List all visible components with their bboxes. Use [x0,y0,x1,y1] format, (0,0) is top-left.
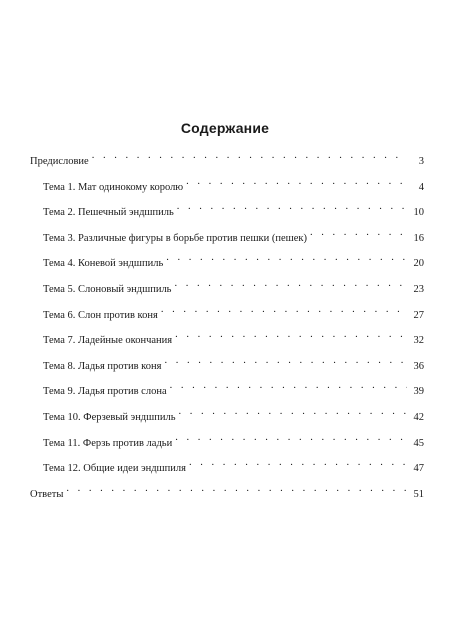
toc-leader-dots [174,276,407,292]
toc-entry-title: Тема 4. Коневой эндшпиль [43,258,164,270]
toc-entry-page: 23 [413,284,424,295]
toc-entry-topic-4 [43,250,424,270]
toc-entry-page: 27 [413,309,424,321]
toc-entry-title: Тема 3. Различные фигуры в борьбе против пешки (пешек) [43,232,307,244]
toc-entry-answers [30,481,424,500]
toc-entry-page: 36 [413,360,424,372]
toc-entry-page: 42 [413,412,424,423]
toc-entry-page: 39 [413,386,424,398]
page-title: Содержание [180,120,270,136]
toc-leader-dots [177,199,407,215]
toc-entry-topic-6 [43,302,424,321]
toc-entry-topic-11 [43,430,424,449]
toc-leader-dots [66,481,407,497]
toc-leader-dots [92,148,407,164]
toc-entry-topic-5 [43,276,424,295]
toc-leader-dots [170,378,407,394]
toc-entry-page: 20 [413,258,424,270]
toc-entry-topic-1 [43,174,424,193]
toc-leader-dots [175,430,407,446]
toc-entry-title: Тема 6. Слон против коня [43,309,158,321]
toc-leader-dots [175,327,407,343]
toc-entry-page: 47 [413,463,424,475]
toc-leader-dots [166,250,407,266]
toc-entry-page: 16 [413,232,424,244]
toc-entry-title: Тема 5. Слоновый эндшпиль [43,284,172,295]
toc-entry-title: Тема 10. Ферзевый эндшпиль [43,412,176,423]
toc-entry-title: Тема 9. Ладья против слона [43,386,167,398]
toc-leader-dots [161,302,407,318]
toc-entry-title: Тема 11. Ферзь против ладьи [43,437,173,449]
toc-entry-title: Тема 12. Общие идеи эндшпиля [43,463,186,475]
toc-entry-topic-12 [43,455,424,475]
toc-entry-topic-10 [43,404,424,423]
toc-entry-topic-9 [43,378,424,398]
toc-entry-topic-3 [43,225,424,244]
toc-entry-title: Ответы [30,488,64,500]
toc-entry-preface [30,148,424,167]
toc-entry-page: 10 [413,207,424,219]
toc-entry-page: 4 [418,181,424,193]
toc-entry-page: 45 [413,437,424,449]
toc-entry-page: 3 [418,156,424,167]
toc-entry-page: 51 [413,488,424,500]
toc-entry-title: Тема 7. Ладейные окончания [43,335,173,347]
toc-leader-dots [164,353,407,369]
toc-entry-topic-8 [43,353,424,372]
toc-entry-page: 32 [413,335,424,347]
toc-leader-dots [179,404,407,420]
toc-entry-title: Тема 1. Мат одинокому королю [43,181,184,193]
toc-entry-topic-2 [43,199,424,219]
toc-entry-title: Тема 8. Ладья против коня [43,360,162,372]
toc-leader-dots [186,174,407,190]
toc-entry-topic-7 [43,327,424,347]
toc-entry-title: Тема 2. Пешечный эндшпиль [43,207,174,219]
toc-leader-dots [310,225,407,241]
toc-entry-title: Предисловие [30,156,89,167]
toc-leader-dots [189,455,407,471]
